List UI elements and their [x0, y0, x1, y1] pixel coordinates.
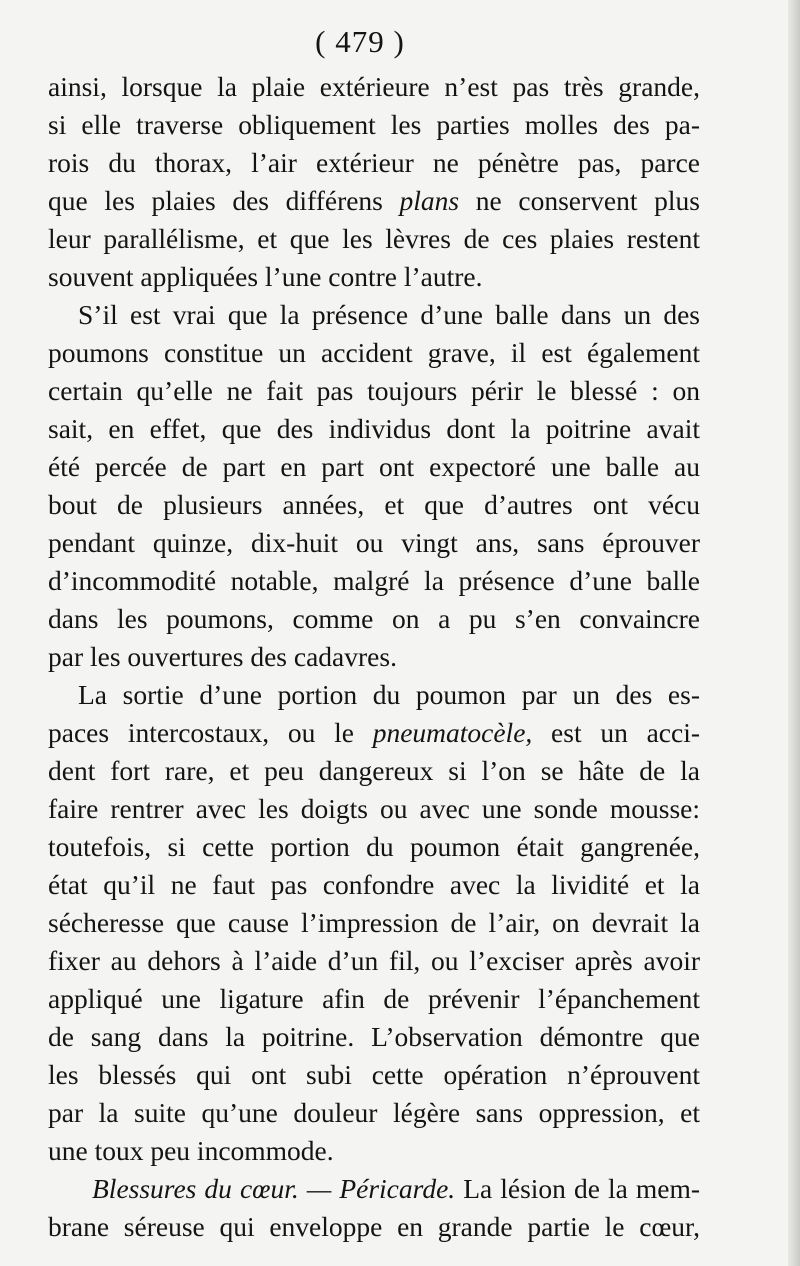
text-segment: La lésion de la mem-	[463, 1173, 701, 1204]
text-line: S’il est vrai que la présence d’une balle dans un des	[78, 299, 700, 330]
text-line: leur parallélisme, et que les lèvres de ces plaies restent	[48, 223, 700, 254]
text-segment: ne conservent plus	[475, 185, 701, 216]
section-heading: Blessures du cœur. — Péricarde.	[92, 1173, 456, 1204]
page-number: ( 479 )	[315, 24, 405, 59]
text-line: les blessés qui ont subi cette opération n’éprouvent	[48, 1059, 700, 1090]
text-line: été percée de part en part ont expectoré une balle au	[48, 451, 700, 482]
text-line: fixer au dehors à l’aide d’un fil, ou l’exciser après avoir	[48, 945, 700, 976]
text-line: sait, en effet, que des individus dont la poitrine avait	[48, 413, 700, 444]
text-line	[48, 182, 700, 220]
text-line: état qu’il ne faut pas confondre avec la lividité et la	[48, 869, 700, 900]
text-line: pendant quinze, dix-huit ou vingt ans, sans éprouver	[48, 527, 700, 558]
italic-term: plans	[399, 185, 460, 216]
text-line: souvent appliquées l’une contre l’autre.	[48, 261, 483, 292]
text-segment: est un acci-	[551, 717, 700, 748]
text-line: bout de plusieurs années, et que d’autres ont vécu	[48, 489, 700, 520]
text-line: une toux peu incommode.	[48, 1135, 334, 1166]
text-line: toutefois, si cette portion du poumon était gangrenée,	[48, 831, 700, 862]
text-segment: que les plaies des différens	[48, 185, 383, 216]
text-line: par la suite qu’une douleur légère sans oppression, et	[48, 1097, 700, 1128]
text-line: par les ouvertures des cadavres.	[48, 641, 397, 672]
text-line: ainsi, lorsque la plaie extérieure n’est pas très grande,	[48, 71, 700, 102]
text-line: rois du thorax, l’air extérieur ne pénètre pas, parce	[48, 147, 700, 178]
italic-term: pneumatocèle,	[372, 717, 533, 748]
text-segment: paces intercostaux, ou le	[48, 717, 354, 748]
text-line: faire rentrer avec les doigts ou avec une sonde mousse:	[48, 793, 700, 824]
text-line: dans les poumons, comme on a pu s’en convaincre	[48, 603, 700, 634]
text-line: d’incommodité notable, malgré la présence d’une balle	[48, 565, 700, 596]
text-line: sécheresse que cause l’impression de l’air, on devrait la	[48, 907, 700, 938]
text-line: poumons constitue un accident grave, il est également	[48, 337, 700, 368]
text-line: si elle traverse obliquement les parties molles des pa-	[48, 109, 700, 140]
text-line: brane séreuse qui enveloppe en grande partie le cœur,	[48, 1211, 700, 1242]
text-line: de sang dans la poitrine. L’observation démontre que	[48, 1021, 700, 1052]
text-line: La sortie d’une portion du poumon par un des es-	[78, 679, 700, 710]
section-heading-line	[92, 1170, 700, 1208]
text-line: appliqué une ligature afin de prévenir l’épanchement	[48, 983, 700, 1014]
text-line: dent fort rare, et peu dangereux si l’on se hâte de la	[48, 755, 700, 786]
text-line: certain qu’elle ne fait pas toujours périr le blessé : on	[48, 375, 700, 406]
page-edge-shadow	[788, 0, 800, 1266]
text-line	[48, 714, 700, 752]
